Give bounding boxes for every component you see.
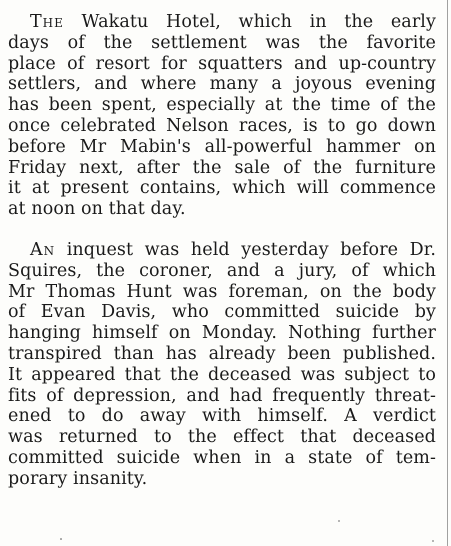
article-line: It appeared that the deceased was subject to [8,364,436,385]
article-line: once celebrated Nelson races, is to go down [8,115,436,136]
article-line: committed suicide when in a state of tem- [8,447,436,468]
article-lead: The [30,12,64,32]
column-rule [447,0,449,546]
article-line: hanging himself on Monday. Nothing further [8,323,436,344]
print-speck [60,538,62,540]
article-wakatu-hotel [8,12,436,220]
article-line: at noon on that day. [8,199,186,220]
article-line: place of resort for squatters and up-country [8,53,436,74]
article-line: settlers, and where many a joyous evening [8,74,436,95]
article-line: Friday next, after the sale of the furniture [8,157,436,178]
print-speck [338,520,340,522]
article-line: porary insanity. [8,468,148,489]
article-line: Squires, the coroner, and a jury, of which [8,260,436,281]
article-lead: An [30,240,56,260]
article-line: Mr Thomas Hunt was foreman, on the body [8,281,436,302]
article-line: before Mr Mabin's all-powerful hammer on [8,136,436,157]
article-line: days of the settlement was the favorite [8,32,436,53]
article-line: was returned to the effect that deceased [8,427,436,448]
article-line: has been spent, especially at the time of the [8,95,436,116]
article-line: transpired than has already been published. [8,343,436,364]
article-line: ened to do away with himself. A verdict [8,406,436,427]
print-speck [432,540,434,542]
article-line: An inquest was held yesterday before Dr. [30,240,436,260]
article-line: of Evan Davis, who committed suicide by [8,302,436,323]
article-line: The Wakatu Hotel, which in the early [30,12,436,32]
article-line: fits of depression, and had frequently threat- [8,385,436,406]
article-inquest [8,240,436,490]
article-line: it at present contains, which will commence [8,178,436,199]
